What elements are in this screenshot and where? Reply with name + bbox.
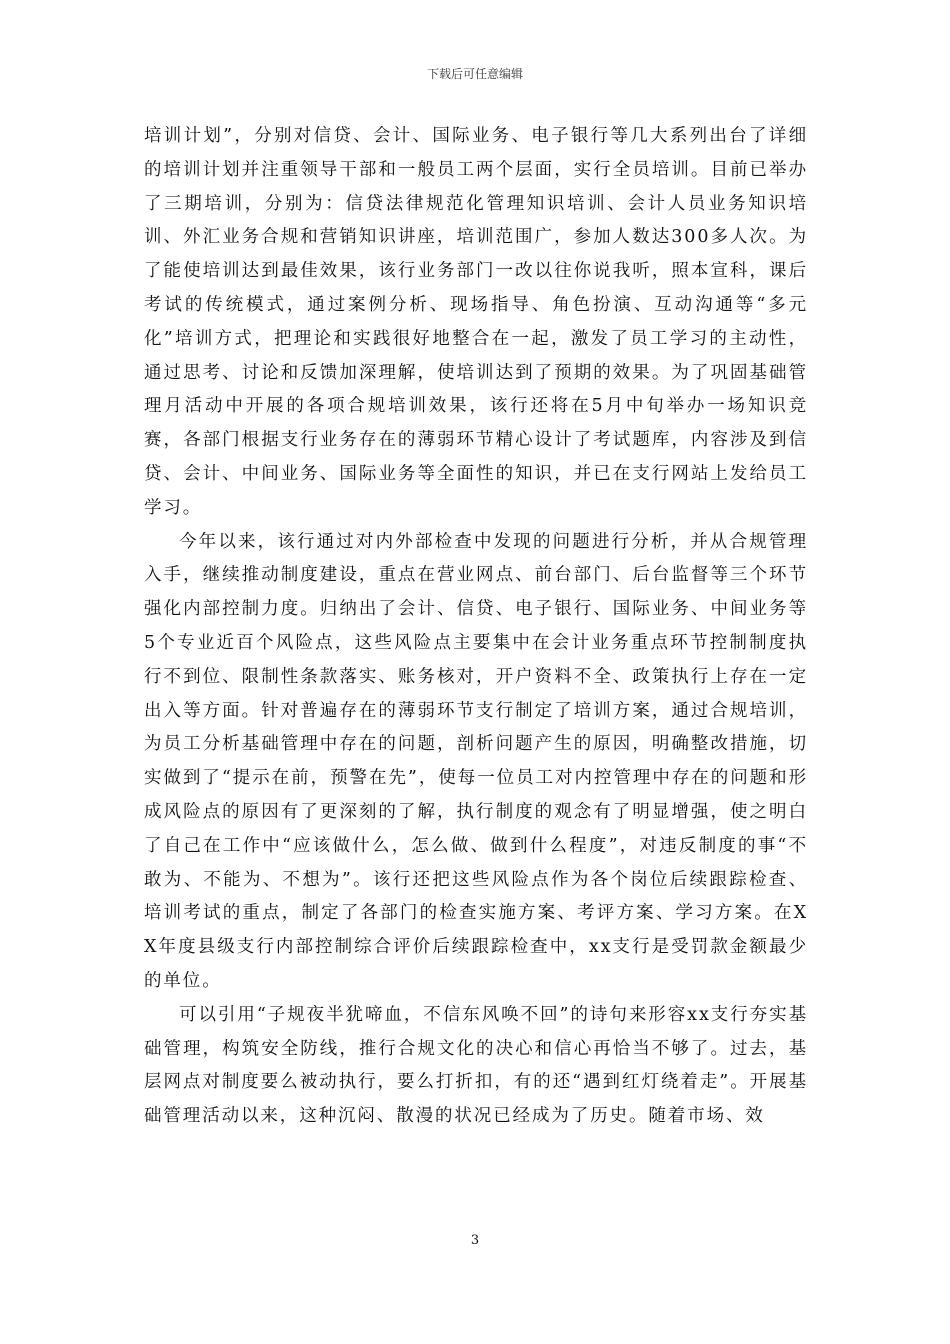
paragraph-internal-control: 今年以来，该行通过对内外部检查中发现的问题进行分析，并从合规管理入手，继续推动制度建设，重点在营业网点、前台部门、后台监督等三个环节强化内部控制力度。归纳出了会计、信贷、电子银行、国际业务、中间业务等5个专业近百个风险点，这些风险点主要集中在会计业务重点环节控制制度执行不到位、限制性条款落实、账务核对，开户资料不全、政策执行上存在一定出入等方面。针对普遍存在的薄弱环节支行制定了培训方案，通过合规培训，为员工分析基础管理中存在的问题，剖析问题产生的原因，明确整改措施，切实做到了“提示在前，预警在先”，使每一位员工对内控管理中存在的问题和形成风险点的原因有了更深刻的了解，执行制度的观念有了明显增强，使之明白了自己在工作中“应该做什么，怎么做、做到什么程度”，对违反制度的事“不敢为、不能为、不想为”。该行还把这些风险点作为各个岗位后续跟踪检查、培训考试的重点，制定了各部门的检查实施方案、考评方案、学习方案。在XX年度县级支行内部控制综合评价后续跟踪检查中，xx支行是受罚款金额最少的单位。 [144, 531, 808, 991]
page-header-note: 下载后可任意编辑 [426, 67, 523, 81]
paragraph-training-plan: 培训计划”，分别对信贷、会计、国际业务、电子银行等几大系列出台了详细的培训计划并注重领导干部和一般员工两个层面，实行全员培训。目前已举办了三期培训，分别为：信贷法律规范化管理知识培训、会计人员业务知识培训、外汇业务合规和营销知识讲座，培训范围广，参加人数达300多人次。为了能使培训达到最佳效果，该行业务部门一改以往你说我听，照本宣科，课后考试的传统模式，通过案例分析、现场指导、角色扮演、互动沟通等“多元化”培训方式，把理论和实践很好地整合在一起，激发了员工学习的主动性，通过思考、讨论和反馈加深理解，使培训达到了预期的效果。为了巩固基础管理月活动中开展的各项合规培训效果，该行还将在5月中旬举办一场知识竞赛，各部门根据支行业务存在的薄弱环节精心设计了考试题库，内容涉及到信贷、会计、中间业务、国际业务等全面性的知识，并已在支行网站上发给员工学习。 [144, 126, 808, 518]
document-body [144, 120, 808, 1134]
paragraph-compliance-culture: 可以引用“子规夜半犹啼血，不信东风唤不回”的诗句来形容xx支行夯实基础管理，构筑安全防线，推行合规文化的决心和信心再恰当不够了。过去，基层网点对制度要么被动执行，要么打折扣，有的还“遇到红灯绕着走”。开展基础管理活动以来，这种沉闷、散漫的状况已经成为了历史。随着市场、效 [144, 1004, 808, 1127]
page-number: 3 [470, 1233, 480, 1248]
